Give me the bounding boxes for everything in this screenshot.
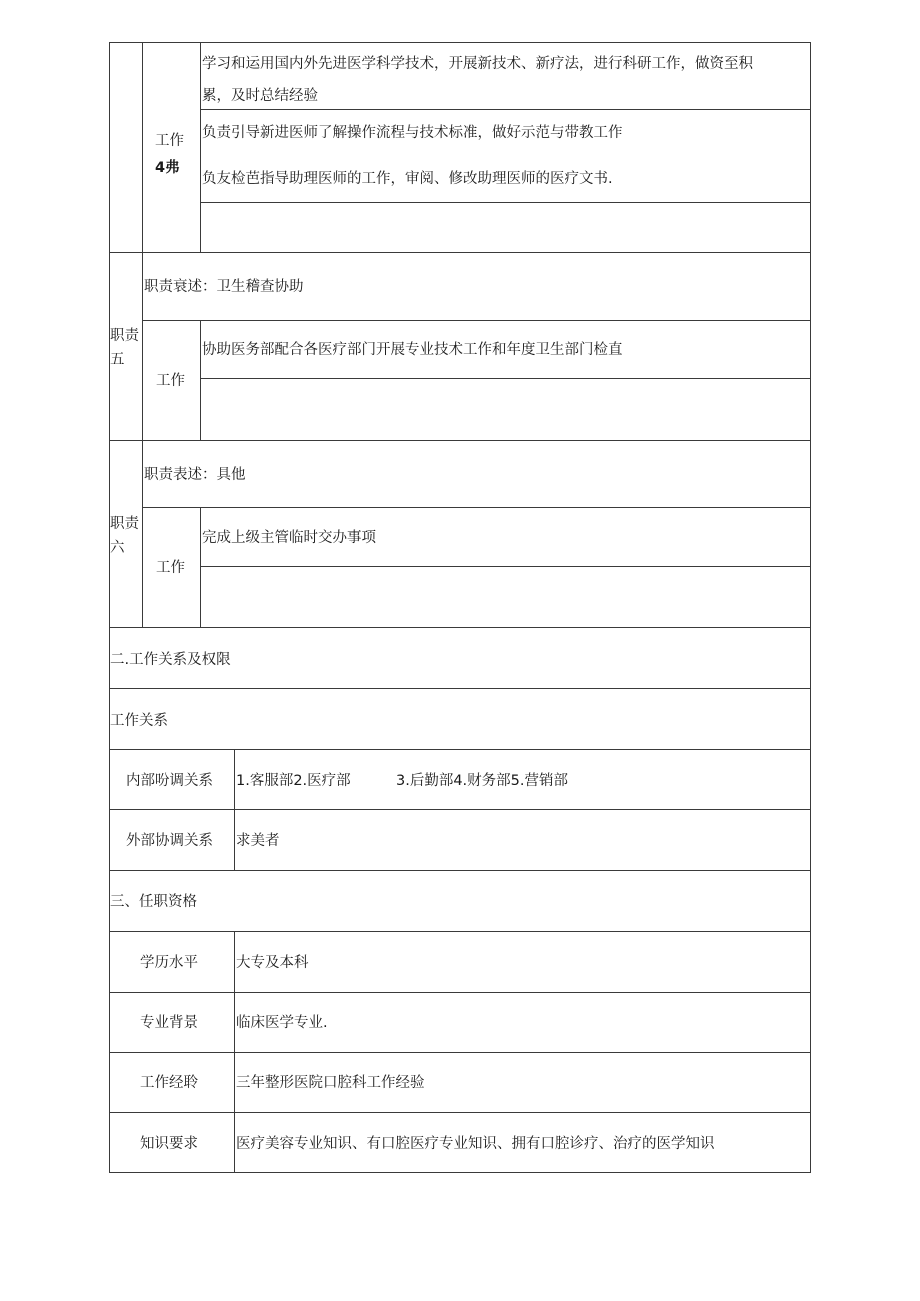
duty4-row-divider-2 xyxy=(200,202,811,203)
internal-row-bottom xyxy=(109,809,811,810)
major-value: 临床医学专业. xyxy=(236,1015,328,1031)
section2-subtitle-bottom xyxy=(109,749,811,750)
duty5-label-line2: 五 xyxy=(110,352,125,368)
duty5-work-divider xyxy=(200,320,201,440)
table-top-border xyxy=(109,42,811,43)
duty5-work-label: 工作 xyxy=(156,373,185,389)
duty4-task2: 负责引导新进医师了解操作流程与技术标准，做好示范与带教工作 xyxy=(202,125,623,141)
duty6-description: 职责表述：具他 xyxy=(144,467,246,483)
duty6-label-line2: 六 xyxy=(110,540,125,556)
table-right-border xyxy=(810,42,811,1173)
duty5-task1: 协助医务部配合各医疗部门开展专业技术工作和年度卫生部门检直 xyxy=(202,342,623,358)
duty6-work-divider xyxy=(200,507,201,627)
duty6-task1: 完成上级主管临时交办事项 xyxy=(202,530,376,546)
duty6-desc-bottom xyxy=(142,507,811,508)
section3-title-bottom xyxy=(109,931,811,932)
internal-relations-label: 内部吩调关系 xyxy=(126,773,213,789)
table-left-border xyxy=(109,42,110,1173)
qual-row3-bottom xyxy=(109,1112,811,1113)
duty6-bottom xyxy=(109,627,811,628)
experience-value: 三年整形医院口腔科工作经验 xyxy=(236,1075,425,1091)
section2-title-bottom xyxy=(109,688,811,689)
duty4-work-label-line1: 工作 xyxy=(155,133,184,149)
duty6-task-divider xyxy=(200,566,811,567)
section2-title: 二.工作关系及权限 xyxy=(110,652,231,668)
duty4-row-divider-1 xyxy=(200,109,811,110)
external-relations-label: 外部协调关系 xyxy=(126,833,213,849)
duty5-desc-bottom xyxy=(142,320,811,321)
table-bottom-border xyxy=(109,1172,811,1173)
duty5-description: 职责衰述：卫生稽查协助 xyxy=(144,279,304,295)
duty4-task1-line2: 累，及时总结经验 xyxy=(202,88,318,104)
external-relations-value: 求美者 xyxy=(236,833,280,849)
duty4-work-divider xyxy=(200,42,201,252)
knowledge-label: 知识要求 xyxy=(140,1136,198,1152)
duty5-bottom xyxy=(109,440,811,441)
internal-relations-value-b: 3.后勤部4.财务部5.营销部 xyxy=(396,773,569,789)
duty-label-divider xyxy=(142,42,143,627)
experience-label: 工作经聆 xyxy=(140,1075,198,1091)
internal-relations-value-a: 1.客服部2.医疗部 xyxy=(236,773,351,789)
duty4-bottom xyxy=(109,252,811,253)
duty5-task-divider xyxy=(200,378,811,379)
duty4-task3: 负友检芭指导助理医师的工作，审阅、修改助理医师的医疗文书. xyxy=(202,171,613,187)
duty5-label-line1: 职责 xyxy=(110,328,139,344)
education-label: 学历水平 xyxy=(140,955,198,971)
qual-row1-bottom xyxy=(109,992,811,993)
section3-title: 三、任职资格 xyxy=(110,894,197,910)
duty4-task1-line1: 学习和运用国内外先进医学科学技术，开展新技术、新疗法，进行科研工作，做资至积 xyxy=(202,56,753,72)
major-label: 专业背景 xyxy=(140,1015,198,1031)
external-row-bottom xyxy=(109,870,811,871)
duty6-work-label: 工作 xyxy=(156,560,185,576)
relations-label-divider xyxy=(234,749,235,870)
duty4-work-label-line2: 4弗 xyxy=(155,160,180,176)
education-value: 大专及本科 xyxy=(236,955,309,971)
qual-label-divider xyxy=(234,931,235,1173)
duty6-label-line1: 职责 xyxy=(110,516,139,532)
section2-subtitle: 工作关系 xyxy=(110,713,168,729)
knowledge-value: 医疗美容专业知识、有口腔医疗专业知识、拥有口腔诊疗、治疗的医学知识 xyxy=(236,1136,715,1152)
qual-row2-bottom xyxy=(109,1052,811,1053)
